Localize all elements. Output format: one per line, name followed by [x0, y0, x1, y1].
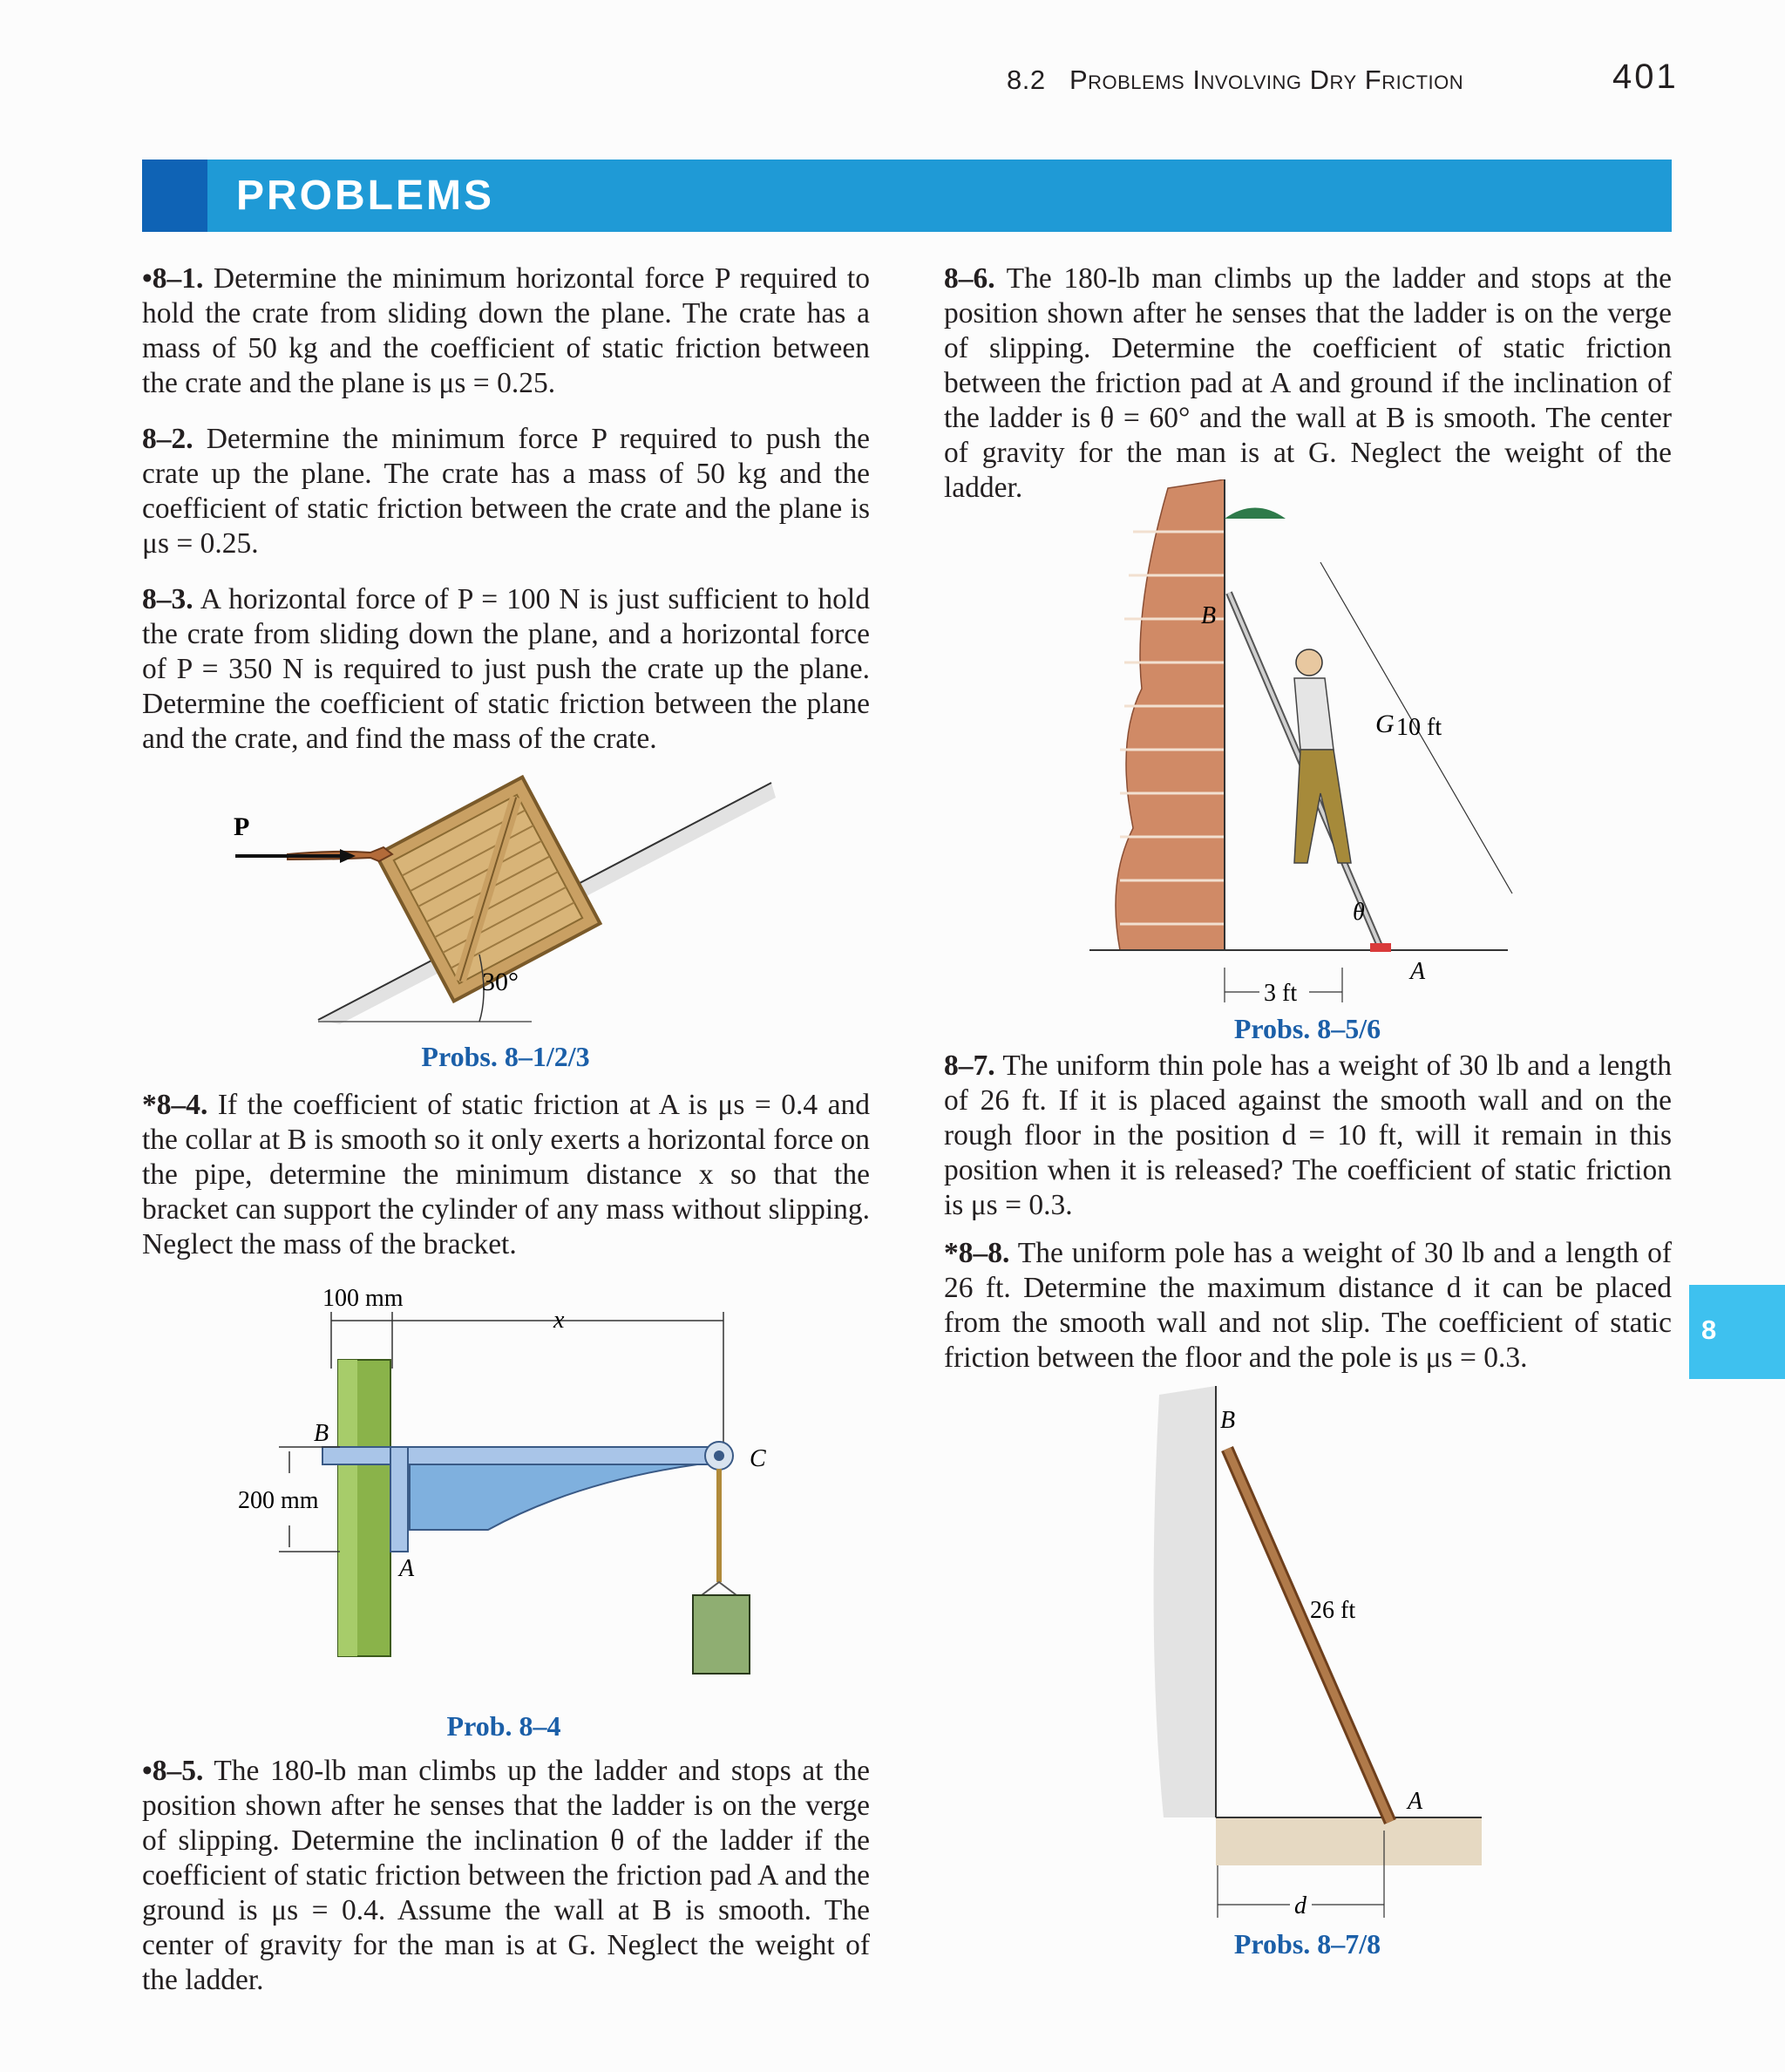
label-p: P: [234, 812, 250, 841]
label-g: G: [1375, 710, 1395, 738]
label-a: A: [399, 1555, 415, 1582]
label-x: x: [553, 1307, 565, 1334]
label-30-deg: 30°: [482, 968, 519, 996]
crate-figure: [218, 767, 784, 1029]
label-b: B: [314, 1420, 329, 1447]
label-200mm: 200 mm: [238, 1487, 319, 1514]
label-10ft: 10 ft: [1396, 714, 1442, 741]
label-c: C: [750, 1445, 766, 1472]
label-theta: θ: [1353, 899, 1365, 926]
label-d: d: [1294, 1892, 1307, 1919]
problems-banner: [142, 160, 1672, 232]
bracket-figure: [227, 1273, 784, 1709]
label-a: A: [1408, 1788, 1423, 1815]
problem-8-8: *8–8. The uniform pole has a weight of 30 lb and a length of 26 ft. Determine the maximum distance d it can be placed from the smooth wall and not slip. The coefficient of static friction between the floor and the pole is μs = 0.3.: [944, 1237, 1672, 1374]
problem-8-1: •8–1. Determine the minimum horizontal force P required to hold the crate from sliding down the plane. The crate has a mass of 50 kg and the coefficient of static friction between the crate and the plane is μs = 0.25.: [142, 262, 870, 399]
problem-8-7: 8–7. The uniform thin pole has a weight of 30 lb and a length of 26 ft. If it is placed against the smooth wall and on the rough floor in the position d = 10 ft, will it remain in this position when it is released? The coefficient of static friction is μs = 0.3.: [944, 1050, 1672, 1221]
man: [1296, 649, 1322, 676]
label-3ft: 3 ft: [1264, 980, 1298, 1007]
caption-probs-8-1-2-3: Probs. 8–1/2/3: [421, 1041, 590, 1072]
problem-8-3: 8–3. A horizontal force of P = 100 N is just sufficient to hold the crate from sliding down the plane, and a horizontal force of P = 350 N is required to just push the crate up the plane. Determine the coefficient of static friction between the plane and the crate, and find the mass of the crate.: [142, 583, 870, 755]
caption-prob-8-4: Prob. 8–4: [446, 1710, 561, 1742]
label-26ft: 26 ft: [1310, 1597, 1356, 1624]
wall: [1154, 1386, 1216, 1817]
rough-floor: [1216, 1817, 1482, 1865]
ladder-figure: [1072, 479, 1525, 1020]
problem-8-2: 8–2. Determine the minimum force P required to push the crate up the plane. The crate has a mass of 50 kg and the coefficient of static friction between the crate and the plane is μs = 0.25.: [142, 423, 870, 560]
label-a: A: [1410, 958, 1426, 985]
cylinder: [693, 1595, 750, 1674]
section-title: 8.2 Problems Involving Dry Friction: [1007, 65, 1464, 95]
problem-8-6: 8–6. The 180-lb man climbs up the ladder and stops at the position shown after he senses that the ladder is on the verge of slipping. Determine the coefficient of static friction between the friction pad at A and ground if the inclination of the ladder is θ = 60° and the wall at B is smooth. The center of gravity for the man is at G. Neglect the weight of the ladder.: [944, 262, 1672, 504]
bracket-arm: [322, 1447, 723, 1464]
caption-probs-8-5-6: Probs. 8–5/6: [1233, 1013, 1381, 1044]
label-b: B: [1201, 602, 1217, 629]
label-100mm: 100 mm: [322, 1285, 404, 1312]
caption-probs-8-7-8: Probs. 8–7/8: [1233, 1928, 1381, 1960]
friction-pad: [1370, 943, 1391, 952]
label-b: B: [1220, 1407, 1236, 1434]
banner-title: PROBLEMS: [236, 173, 495, 219]
chapter-tab[interactable]: 8: [1689, 1285, 1785, 1379]
problem-8-4: *8–4. If the coefficient of static friction at A is μs = 0.4 and the collar at B is smooth so it only exerts a horizontal force on the pipe, determine the minimum distance x so that the bracket can support the cylinder of any mass without slipping. Neglect the mass of the bracket.: [142, 1089, 870, 1260]
lamp: [1225, 508, 1286, 520]
problem-8-5: •8–5. The 180-lb man climbs up the ladder and stops at the position shown after he senses that the ladder is on the verge of slipping. Determine the inclination θ of the ladder if the coefficient of static friction between the friction pad A and the ground is μs = 0.4. Assume the wall at B is smooth. The center of gravity for the man is at G. Neglect the weight of the ladder.: [142, 1755, 870, 1996]
page-number: 401: [1612, 58, 1679, 96]
pole-figure: [1133, 1377, 1499, 1935]
running-header: [0, 58, 1785, 103]
banner-square: [142, 160, 207, 232]
